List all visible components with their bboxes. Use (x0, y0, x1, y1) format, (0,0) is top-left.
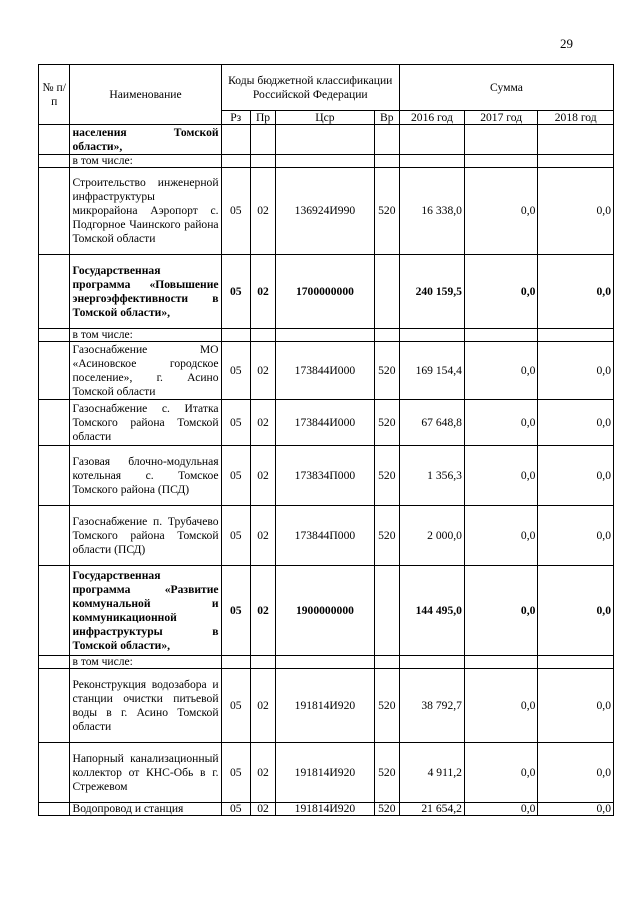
row-vr: 520 (374, 446, 399, 506)
row-2017: 0,0 (464, 669, 537, 743)
row-rz: 05 (221, 803, 250, 816)
row-pr: 02 (250, 669, 275, 743)
row-2018 (538, 155, 614, 168)
header-sum: Сумма (399, 65, 613, 111)
row-pr: 02 (250, 400, 275, 446)
row-2017: 0,0 (464, 566, 537, 656)
row-pr: 02 (250, 446, 275, 506)
row-name: Газовая блочно-модульная котельная с. Томское Томского района (ПСД) (70, 446, 221, 506)
header-2016: 2016 год (399, 111, 464, 125)
table-row (39, 506, 614, 566)
row-2016 (399, 656, 464, 669)
row-vr: 520 (374, 803, 399, 816)
row-2017: 0,0 (464, 400, 537, 446)
row-csr: 1700000000 (276, 255, 375, 329)
row-rz: 05 (221, 342, 250, 400)
row-rz: 05 (221, 743, 250, 803)
row-pr: 02 (250, 342, 275, 400)
row-2016 (399, 125, 464, 155)
row-2018 (538, 329, 614, 342)
row-2018 (538, 656, 614, 669)
row-csr: 173844П000 (276, 506, 375, 566)
table-row (39, 125, 614, 155)
row-2018: 0,0 (538, 342, 614, 400)
row-2016: 169 154,4 (399, 342, 464, 400)
row-pr: 02 (250, 168, 275, 255)
row-vr: 520 (374, 342, 399, 400)
header-rz: Рз (221, 111, 250, 125)
row-2018: 0,0 (538, 446, 614, 506)
row-vr (374, 566, 399, 656)
header-2018: 2018 год (538, 111, 614, 125)
table-row (39, 803, 614, 816)
row-2017: 0,0 (464, 168, 537, 255)
row-name: в том числе: (70, 329, 221, 342)
row-rz: 05 (221, 168, 250, 255)
table-row (39, 342, 614, 400)
row-name: Водопровод и станция (70, 803, 221, 816)
row-csr (276, 656, 375, 669)
row-name: населения Томской области», (70, 125, 221, 155)
row-name: в том числе: (70, 155, 221, 168)
row-2017 (464, 656, 537, 669)
table-row (39, 329, 614, 342)
row-2018: 0,0 (538, 669, 614, 743)
row-csr: 1900000000 (276, 566, 375, 656)
row-2016: 240 159,5 (399, 255, 464, 329)
row-pr: 02 (250, 803, 275, 816)
row-name: Государственная программа «Развитие коммунальной и коммуникационной инфраструктуры в Томской области», (70, 566, 221, 656)
row-2017: 0,0 (464, 255, 537, 329)
row-pr: 02 (250, 255, 275, 329)
table-row (39, 446, 614, 506)
table-row (39, 400, 614, 446)
row-vr: 520 (374, 168, 399, 255)
row-2018: 0,0 (538, 255, 614, 329)
row-rz: 05 (221, 669, 250, 743)
row-rz (221, 656, 250, 669)
row-2016: 1 356,3 (399, 446, 464, 506)
row-2017: 0,0 (464, 446, 537, 506)
row-csr (276, 155, 375, 168)
row-vr (374, 155, 399, 168)
row-vr (374, 125, 399, 155)
row-rz: 05 (221, 255, 250, 329)
row-vr (374, 656, 399, 669)
row-2017: 0,0 (464, 803, 537, 816)
row-2017 (464, 125, 537, 155)
row-2017 (464, 155, 537, 168)
row-2016: 2 000,0 (399, 506, 464, 566)
row-csr: 173844И000 (276, 400, 375, 446)
row-2018: 0,0 (538, 803, 614, 816)
row-pr (250, 155, 275, 168)
row-2018: 0,0 (538, 400, 614, 446)
row-vr: 520 (374, 400, 399, 446)
table-row (39, 743, 614, 803)
row-2018: 0,0 (538, 506, 614, 566)
row-2016: 144 495,0 (399, 566, 464, 656)
header-no: № п/п (39, 65, 70, 125)
row-2016: 4 911,2 (399, 743, 464, 803)
row-vr (374, 329, 399, 342)
row-rz (221, 125, 250, 155)
row-pr (250, 125, 275, 155)
row-vr: 520 (374, 743, 399, 803)
row-csr (276, 125, 375, 155)
row-csr: 191814И920 (276, 669, 375, 743)
row-rz: 05 (221, 400, 250, 446)
row-pr (250, 656, 275, 669)
row-2017: 0,0 (464, 743, 537, 803)
row-2016 (399, 155, 464, 168)
row-rz: 05 (221, 566, 250, 656)
row-rz (221, 329, 250, 342)
header-name: Наименование (70, 65, 221, 125)
row-2016: 38 792,7 (399, 669, 464, 743)
table-row (39, 155, 614, 168)
row-csr (276, 329, 375, 342)
table-row (39, 669, 614, 743)
row-2016: 16 338,0 (399, 168, 464, 255)
row-2018 (538, 125, 614, 155)
row-2017: 0,0 (464, 342, 537, 400)
table-row (39, 168, 614, 255)
row-name: Напорный канализационный коллектор от КНС-Обь в г. Стрежевом (70, 743, 221, 803)
row-name: в том числе: (70, 656, 221, 669)
row-vr: 520 (374, 506, 399, 566)
table-row (39, 566, 614, 656)
row-2016 (399, 329, 464, 342)
header-vr: Вр (374, 111, 399, 125)
header-csr: Цср (276, 111, 375, 125)
row-2018: 0,0 (538, 566, 614, 656)
header-pr: Пр (250, 111, 275, 125)
row-vr (374, 255, 399, 329)
row-2017: 0,0 (464, 506, 537, 566)
row-rz (221, 155, 250, 168)
row-csr: 173844И000 (276, 342, 375, 400)
row-2016: 21 654,2 (399, 803, 464, 816)
header-2017: 2017 год (464, 111, 537, 125)
row-rz: 05 (221, 506, 250, 566)
row-vr: 520 (374, 669, 399, 743)
row-name: Государственная программа «Повышение энергоэффективности в Томской области», (70, 255, 221, 329)
row-pr (250, 329, 275, 342)
table-row (39, 656, 614, 669)
row-2017 (464, 329, 537, 342)
row-name: Строительство инженерной инфраструктуры микрорайона Аэропорт с. Подгорное Чаинского района Томской области (70, 168, 221, 255)
row-name: Газоснабжение с. Итатка Томского района Томской области (70, 400, 221, 446)
row-pr: 02 (250, 743, 275, 803)
row-name: Газоснабжение п. Трубачево Томского района Томской области (ПСД) (70, 506, 221, 566)
row-csr: 191814И920 (276, 743, 375, 803)
row-2018: 0,0 (538, 168, 614, 255)
row-name: Реконструкция водозабора и станции очистки питьевой воды в г. Асино Томской области (70, 669, 221, 743)
row-pr: 02 (250, 566, 275, 656)
row-name: Газоснабжение МО «Асиновское городское поселение», г. Асино Томской области (70, 342, 221, 400)
header-codes: Коды бюджетной классификации Российской Федерации (221, 65, 399, 111)
row-rz: 05 (221, 446, 250, 506)
row-2016: 67 648,8 (399, 400, 464, 446)
row-pr: 02 (250, 506, 275, 566)
row-csr: 136924И990 (276, 168, 375, 255)
budget-table (38, 64, 614, 816)
row-2018: 0,0 (538, 743, 614, 803)
table-row (39, 255, 614, 329)
page-number: 29 (560, 36, 573, 51)
row-csr: 173834П000 (276, 446, 375, 506)
row-csr: 191814И920 (276, 803, 375, 816)
